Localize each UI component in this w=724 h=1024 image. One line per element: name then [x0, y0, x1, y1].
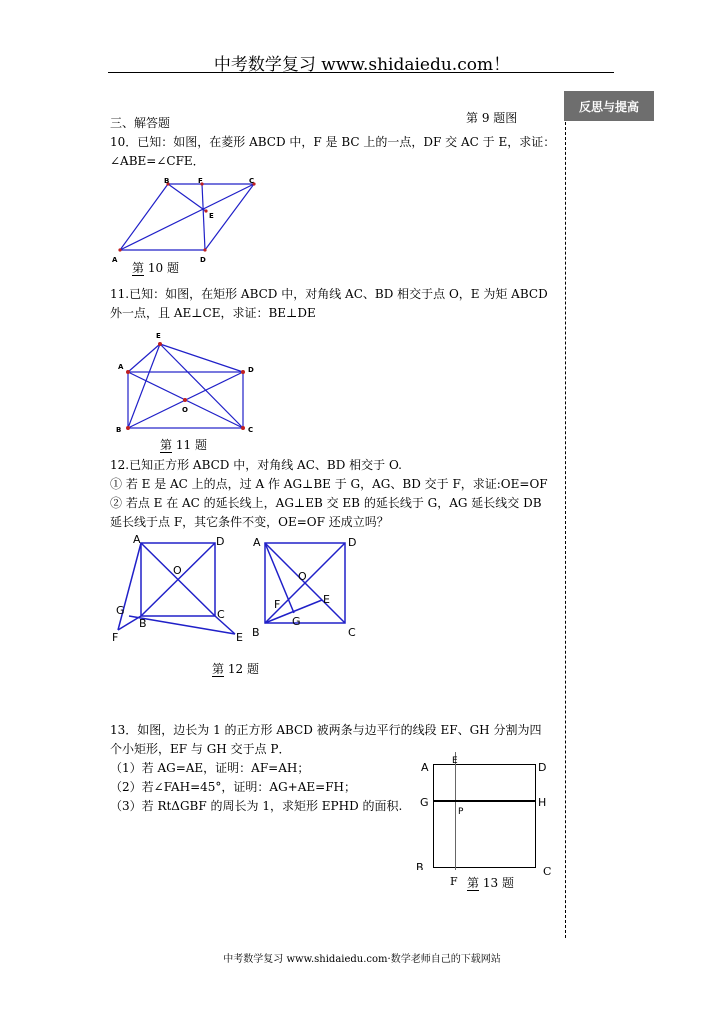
q10-statement-line2: ∠ABE=∠CFE． [110, 154, 205, 168]
q11-label-b: B [116, 426, 122, 434]
q10-caption-suffix: 题 [166, 261, 179, 275]
q13-caption-number: 13 [482, 876, 499, 890]
page-header-title: 中考数学复习 www.shidaiedu.com！ [213, 55, 511, 75]
q12-left-label-o: O [173, 564, 182, 577]
page-footer: 中考数学复习 www.shidaiedu.com·数学老师自己的下载网站 [223, 954, 501, 965]
q13-caption [467, 874, 514, 891]
q12-figure-left [110, 532, 250, 648]
q13-statement-line1: 13．如图，边长为 1 的正方形 ABCD 被两条与边平行的线段 EF、GH 分割为四 [110, 723, 542, 737]
q12-right-label-d: D [348, 536, 357, 549]
q11-caption [160, 436, 207, 453]
q13-statement-line2: 个小矩形，EF 与 GH 交于点 P． [110, 742, 291, 756]
q10-rhombus-figure [110, 174, 270, 266]
q12-statement-line4: 延长线于点 F，其它条件不变，OE=OF 还成立吗？ [110, 515, 389, 529]
q11-label-c: C [248, 426, 254, 434]
q12-left-label-g: G [116, 604, 125, 617]
q11-segment-ec [160, 344, 243, 428]
q12-left-label-f: F [112, 631, 119, 644]
q13-label-e: E [452, 756, 458, 766]
q12-right-label-a: A [253, 536, 261, 549]
q12-left-label-c: C [217, 608, 225, 621]
q11-label-d: D [248, 366, 254, 374]
q13-square-abcd [434, 765, 536, 868]
q13-caption-suffix: 题 [501, 876, 514, 890]
q11-statement-line1: 11.已知：如图，在矩形 ABCD 中，对角线 AC、BD 相交于点 O，E 为矩 ABCD [110, 287, 548, 301]
q12-caption-suffix: 题 [246, 662, 259, 676]
q12-left-label-b: B [139, 617, 147, 630]
q12-right-label-e: E [323, 593, 330, 606]
q12-statement-line3: ② 若点 E 在 AC 的延长线上，AG⊥EB 交 EB 的延长线于 G，AG 延长线交 DB [110, 496, 542, 510]
q10-diagonal-ac [120, 184, 254, 250]
q13-part2: （2）若∠FAH=45°，证明：AG+AE=FH； [110, 780, 357, 794]
q10-label-a: A [112, 256, 118, 264]
q13-part1: （1）若 AG=AE，证明：AF=AH； [110, 761, 310, 775]
q11-segment-ed [160, 344, 243, 372]
q12-right-label-c: C [348, 626, 356, 639]
q13-label-b: B [416, 861, 424, 870]
section-title: 三、解答题 [110, 116, 171, 130]
q12-left-label-a: A [133, 533, 141, 546]
q13-label-a: A [421, 761, 429, 774]
q11-rectangle-figure [110, 328, 260, 436]
q12-figure-right [250, 532, 370, 642]
header-divider [108, 72, 614, 73]
sidebar-reflection-label: 反思与提高 [564, 91, 654, 121]
q10-label-d: D [200, 256, 206, 264]
q13-caption-prefix: 第 [467, 876, 480, 890]
q11-label-a: A [118, 363, 124, 371]
q12-right-label-o: O [298, 570, 307, 583]
q10-statement-line1: 10．已知：如图，在菱形 ABCD 中，F 是 BC 上的一点，DF 交 AC 于 E，求证： [110, 135, 556, 149]
q11-label-e: E [156, 332, 161, 340]
sidebar-dashed-divider [565, 122, 566, 938]
q12-caption-number: 12 [227, 662, 244, 676]
q12-left-label-e: E [236, 631, 243, 644]
q12-left-label-d: D [216, 535, 225, 548]
q13-label-h: H [538, 796, 547, 809]
q12-right-label-b: B [252, 626, 260, 639]
q11-caption-suffix: 题 [194, 438, 207, 452]
q12-right-label-f: F [274, 598, 281, 611]
q11-caption-number: 11 [175, 438, 192, 452]
q10-segment-be [168, 184, 207, 212]
q13-label-p: P [458, 807, 464, 817]
q13-label-f: F [450, 875, 458, 888]
q13-label-d: D [538, 761, 547, 774]
figure-9-reference: 第 9 题图 [466, 111, 518, 125]
q10-label-e: E [209, 212, 214, 220]
q11-label-o: O [182, 406, 188, 414]
q12-right-label-g: G [292, 615, 301, 628]
q10-segment-df [202, 184, 205, 250]
q12-statement-line2: ① 若 E 是 AC 上的点，过 A 作 AG⊥BE 于 G，AG、BD 交于 F，求证:OE=OF [110, 477, 548, 491]
q12-caption [212, 660, 259, 677]
q13-part3: （3）若 RtΔGBF 的周长为 1，求矩形 EPHD 的面积. [110, 799, 403, 813]
q11-caption-prefix: 第 [160, 438, 173, 452]
q10-caption-number: 10 [147, 261, 164, 275]
q13-square-figure [412, 752, 558, 870]
q12-statement-line1: 12.已知正方形 ABCD 中，对角线 AC、BD 相交于 O. [110, 458, 402, 472]
q12-caption-prefix: 第 [212, 662, 225, 676]
q10-caption-prefix: 第 [132, 261, 145, 275]
q10-caption [132, 259, 179, 276]
q13-label-g: G [420, 796, 429, 809]
q10-label-b: B [164, 177, 170, 185]
q11-statement-line2: 外一点，且 AE⊥CE，求证：BE⊥DE [110, 306, 316, 320]
q10-label-c: C [249, 177, 255, 185]
q13-label-c: C [543, 865, 552, 878]
q10-label-f: F [198, 177, 203, 185]
